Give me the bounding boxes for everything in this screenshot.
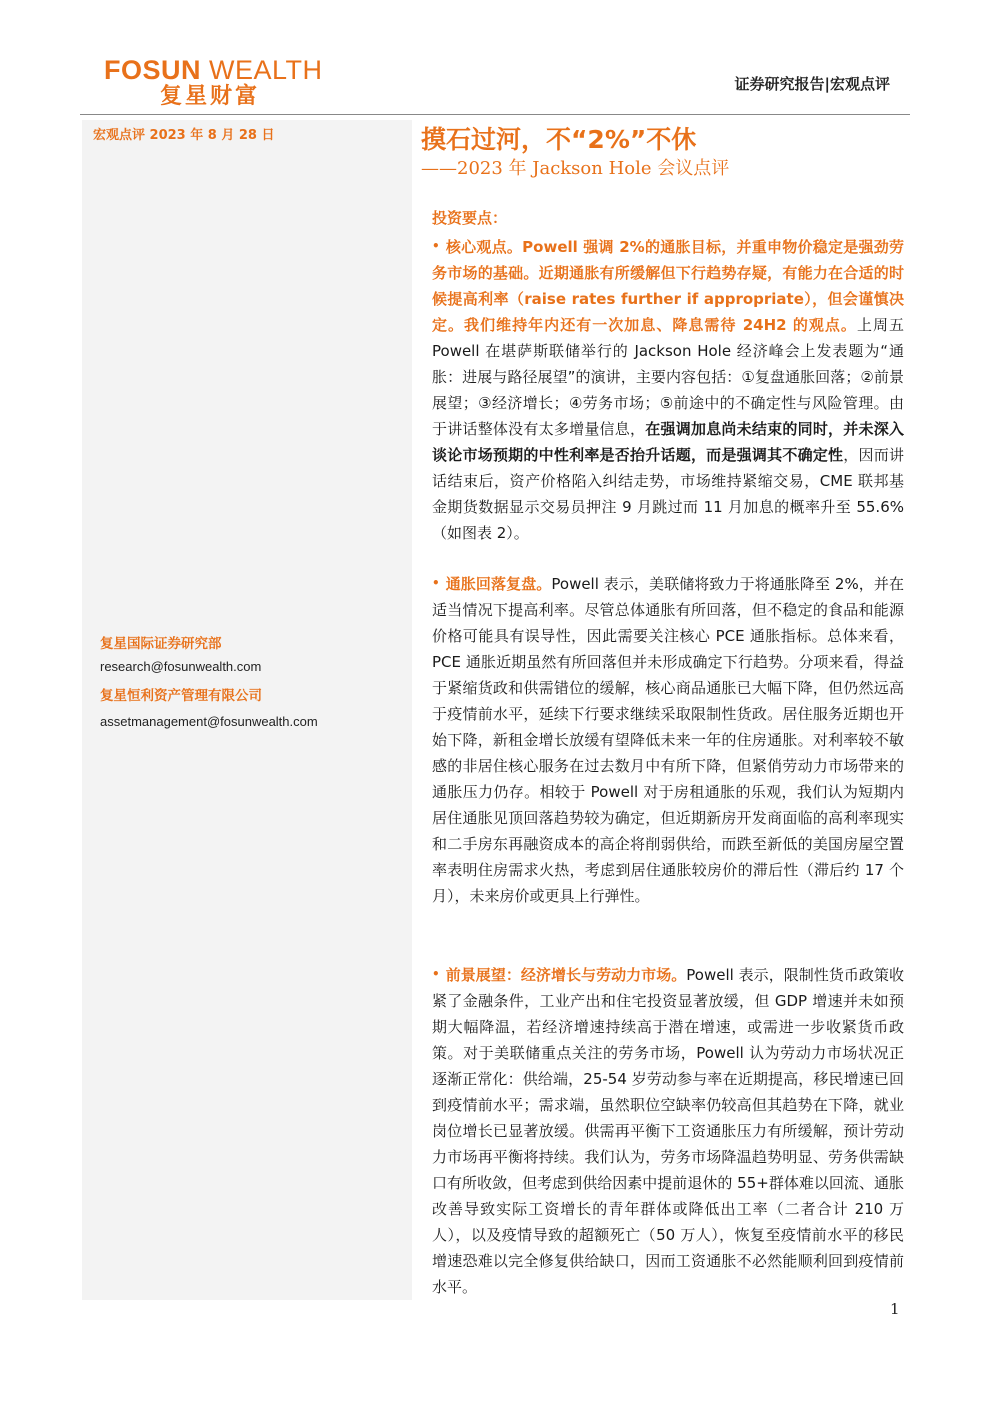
- report-subtitle: ——2023 年 Jackson Hole 会议点评: [421, 158, 730, 179]
- bullet-icon: •: [432, 239, 440, 253]
- outlook-lead: 前景展望：经济增长与劳动力市场。: [445, 966, 687, 984]
- sidebar-panel: [82, 120, 412, 1300]
- paragraph-inflation-review: [432, 570, 904, 909]
- outlook-text: Powell 表示，限制性货币政策收紧了金融条件，工业产出和住宅投资显著放缓，但 GDP 增速并未如预期大幅降温，若经济增速持续高于潜在增速，或需进一步收紧货币政策。对于美联储重点关注的劳务市场，Powell 认为劳动力市场状况正逐渐正常化：供给端，25-54 岁劳动参与率在近期提高，移民增速已回到疫情前水平；需求端，虽然职位空缺率仍较高但其趋势在下降，就业岗位增长已显著放缓。供需再平衡下工资通胀压力有所缓解，预计劳动力市场再平衡将持续。我们认为，劳务市场降温趋势明显、劳务供需缺口有所收敛，但考虑到供给因素中提前退休的 55+群体难以回流、通胀改善导致实际工资增长的青年群体或降低出工率（二者合计 210 万人），以及疫情导致的超额死亡（50 万人），恢复至疫情前水平的移民增速恐难以完全修复供给缺口，因而工资通胀不必然能顺利回到疫情前水平。: [432, 966, 904, 1296]
- paragraph-core-view: [432, 233, 904, 546]
- fosun-wealth-logo: [104, 56, 334, 110]
- contact-org-research: 复星国际证券研究部: [100, 636, 222, 652]
- paragraph-outlook: [432, 961, 904, 1300]
- logo-chinese: 复星财富: [160, 84, 261, 109]
- contact-email-asset-management[interactable]: assetmanagement@fosunwealth.com: [100, 714, 318, 729]
- logo-english-bold: FOSUN: [104, 55, 201, 85]
- inflation-review-lead: 通胀回落复盘。: [445, 575, 552, 593]
- header-divider: [80, 114, 910, 115]
- page-number: 1: [890, 1300, 900, 1318]
- core-view-text-1: 上周五 Powell 在堪萨斯联储举行的 Jackson Hole 经济峰会上发表题为“通胀：进展与路径展望”的演讲，主要内容包括：①复盘通胀回落；②前景展望；③经济增长；④劳务市场；⑤前途中的不确定性与风险管理。由于讲话整体没有太多增量信息，: [432, 316, 904, 438]
- logo-english-thin: WEALTH: [209, 55, 323, 85]
- core-view-lead: 核心观点。Powell 强调 2%的通胀目标，并重申物价稳定是强劲劳务市场的基础。近期通胀有所缓解但下行趋势存疑，有能力在合适的时候提高利率（raise rates further if appropriate），但会谨慎决定。我们维持年内还有一次加息、降息需待 24H2 的观点。: [432, 238, 904, 334]
- bullet-icon: •: [432, 967, 440, 981]
- bullet-icon: •: [432, 576, 440, 590]
- report-title: 摸石过河，不“2%”不休: [421, 125, 697, 154]
- core-view-bold: 在强调加息尚未结束的同时，并未深入谈论市场预期的中性利率是否抬升话题，而是强调其不确定性: [432, 420, 904, 464]
- contact-org-asset-management: 复星恒利资产管理有限公司: [100, 688, 262, 704]
- inflation-review-text: Powell 表示，美联储将致力于将通胀降至 2%，并在适当情况下提高利率。尽管总体通胀有所回落，但不稳定的食品和能源价格可能具有误导性，因此需要关注核心 PCE 通胀指标。总体来看，PCE 通胀近期虽然有所回落但并未形成确定下行趋势。分项来看，得益于紧缩货政和供需错位的缓解，核心商品通胀已大幅下降，但仍然远高于疫情前水平，延续下行要求继续采取限制性货政。居住服务近期也开始下降，新租金增长放缓有望降低未来一年的住房通胀。对利率较不敏感的非居住核心服务在过去数月中有所下降，但紧俏劳动力市场带来的通胀压力仍存。相较于 Powell 对于房租通胀的乐观，我们认为短期内居住通胀见顶回落趋势较为确定，但近期新房开发商面临的高利率现实和二手房东再融资成本的高企将削弱供给，而跌至新低的美国房屋空置率表明住房需求火热，考虑到居住通胀较房价的滞后性（滞后约 17 个月），未来房价或更具上行弹性。: [432, 575, 904, 905]
- section-label-key-points: 投资要点：: [432, 209, 508, 227]
- report-type-label: 证券研究报告|宏观点评: [734, 75, 890, 93]
- contact-email-research[interactable]: research@fosunwealth.com: [100, 659, 262, 674]
- logo-english: [104, 56, 334, 84]
- core-view-text-2: ，因而讲话结束后，资产价格陷入纠结走势，市场维持紧缩交易，CME 联邦基金期货数据显示交易员押注 9 月跳过而 11 月加息的概率升至 55.6%（如图表 2）。: [432, 446, 904, 542]
- report-date: 宏观点评 2023 年 8 月 28 日: [93, 128, 275, 143]
